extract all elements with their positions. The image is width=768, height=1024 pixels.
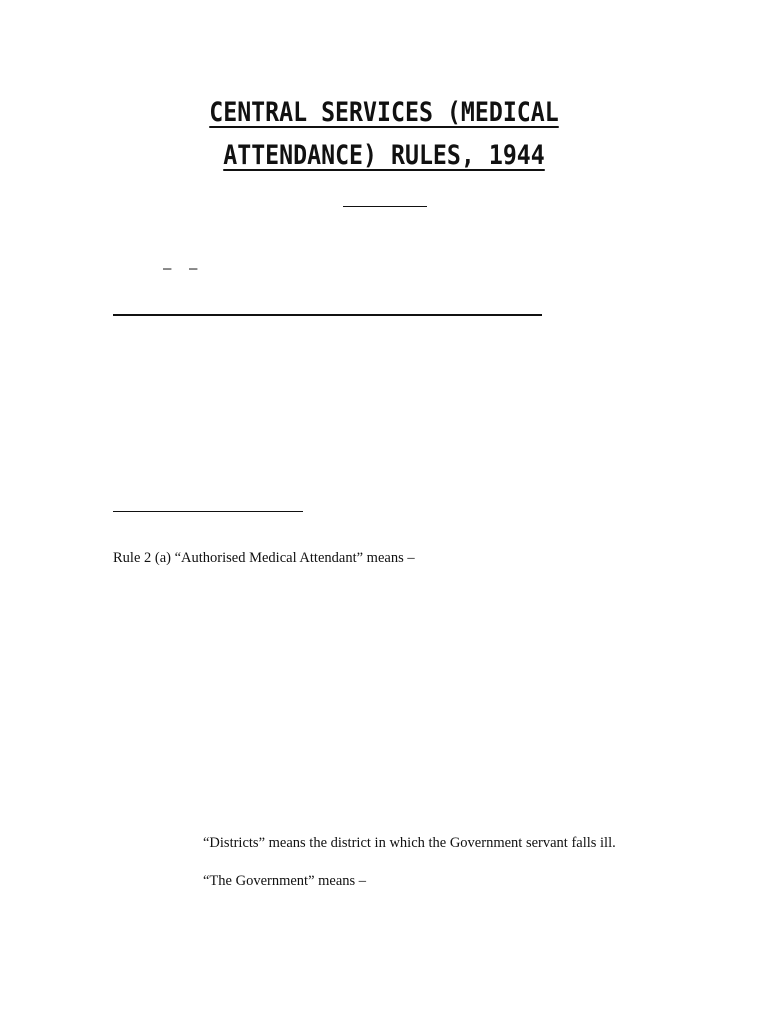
footnote-separator-rule [113,511,303,512]
districts-definition: “Districts” means the district in which the Government servant falls ill. [203,835,616,851]
document-title-line-2 [54,141,714,171]
government-definition: “The Government” means – [203,873,367,889]
title-text-1: CENTRAL SERVICES (MEDICAL [209,97,559,128]
title-text-2: ATTENDANCE) RULES, 1944 [223,140,545,171]
title-separator-rule [343,206,427,207]
section-divider-rule [113,314,542,316]
dash-mark: – [163,261,172,277]
document-title-line-1 [54,98,714,128]
rule-2a-text: Rule 2 (a) “Authorised Medical Attendant” means – [113,550,415,566]
dash-mark: – [189,261,198,277]
